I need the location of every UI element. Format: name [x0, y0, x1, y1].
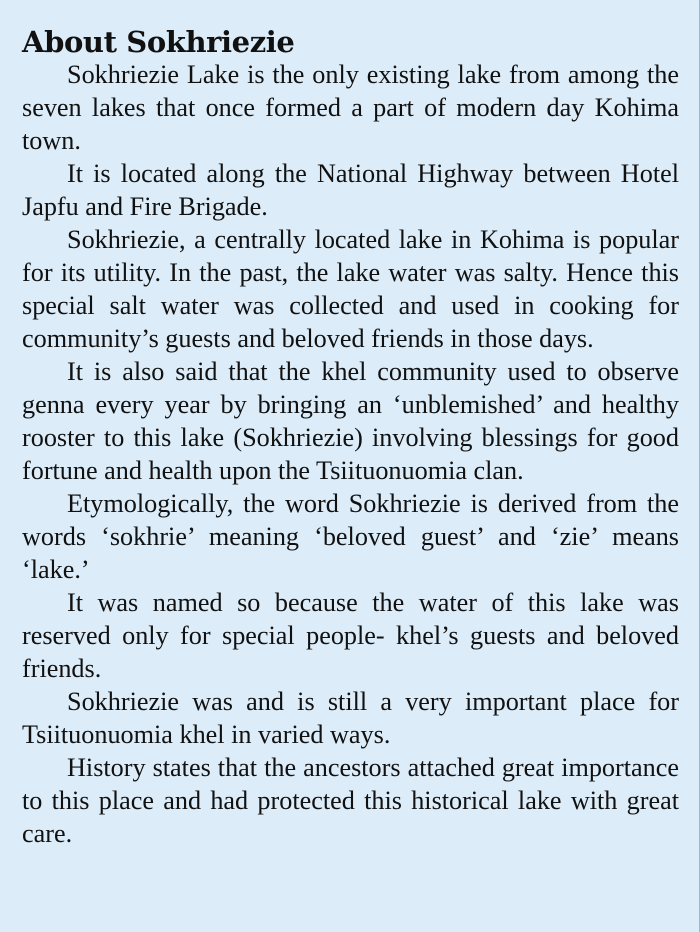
paragraph-utility: Sokhriezie, a centrally located lake in Kohima is popular for its utility. In the past, the lake water was salty. Hence this special salt water was collected and used in cooking for community’s guests and beloved friends in those days. [22, 225, 679, 353]
paragraph-location: It is located along the National Highway between Hotel Japfu and Fire Brigade. [22, 159, 679, 221]
article-title: About Sokhriezie [22, 25, 295, 59]
paragraph-intro: Sokhriezie Lake is the only existing lake from among the seven lakes that once formed a part of modern day Kohima town. [22, 60, 679, 155]
paragraph-naming: It was named so because the water of this lake was reserved only for special people- khel’s guests and beloved friends. [22, 588, 679, 683]
paragraph-history: History states that the ancestors attached great importance to this place and had protected this historical lake with great care. [22, 753, 679, 848]
paragraph-importance: Sokhriezie was and is still a very important place for Tsiituonuomia khel in varied ways. [22, 687, 679, 749]
paragraph-etymology: Etymologically, the word Sokhriezie is derived from the words ‘sokhrie’ meaning ‘beloved guest’ and ‘zie’ means ‘lake.’ [22, 489, 679, 584]
paragraph-genna: It is also said that the khel community used to observe genna every year by bringing an ‘unblemished’ and healthy rooster to this lake (Sokhriezie) involving blessings for good fortune and health upon the Tsiituonuomia clan. [22, 357, 679, 485]
